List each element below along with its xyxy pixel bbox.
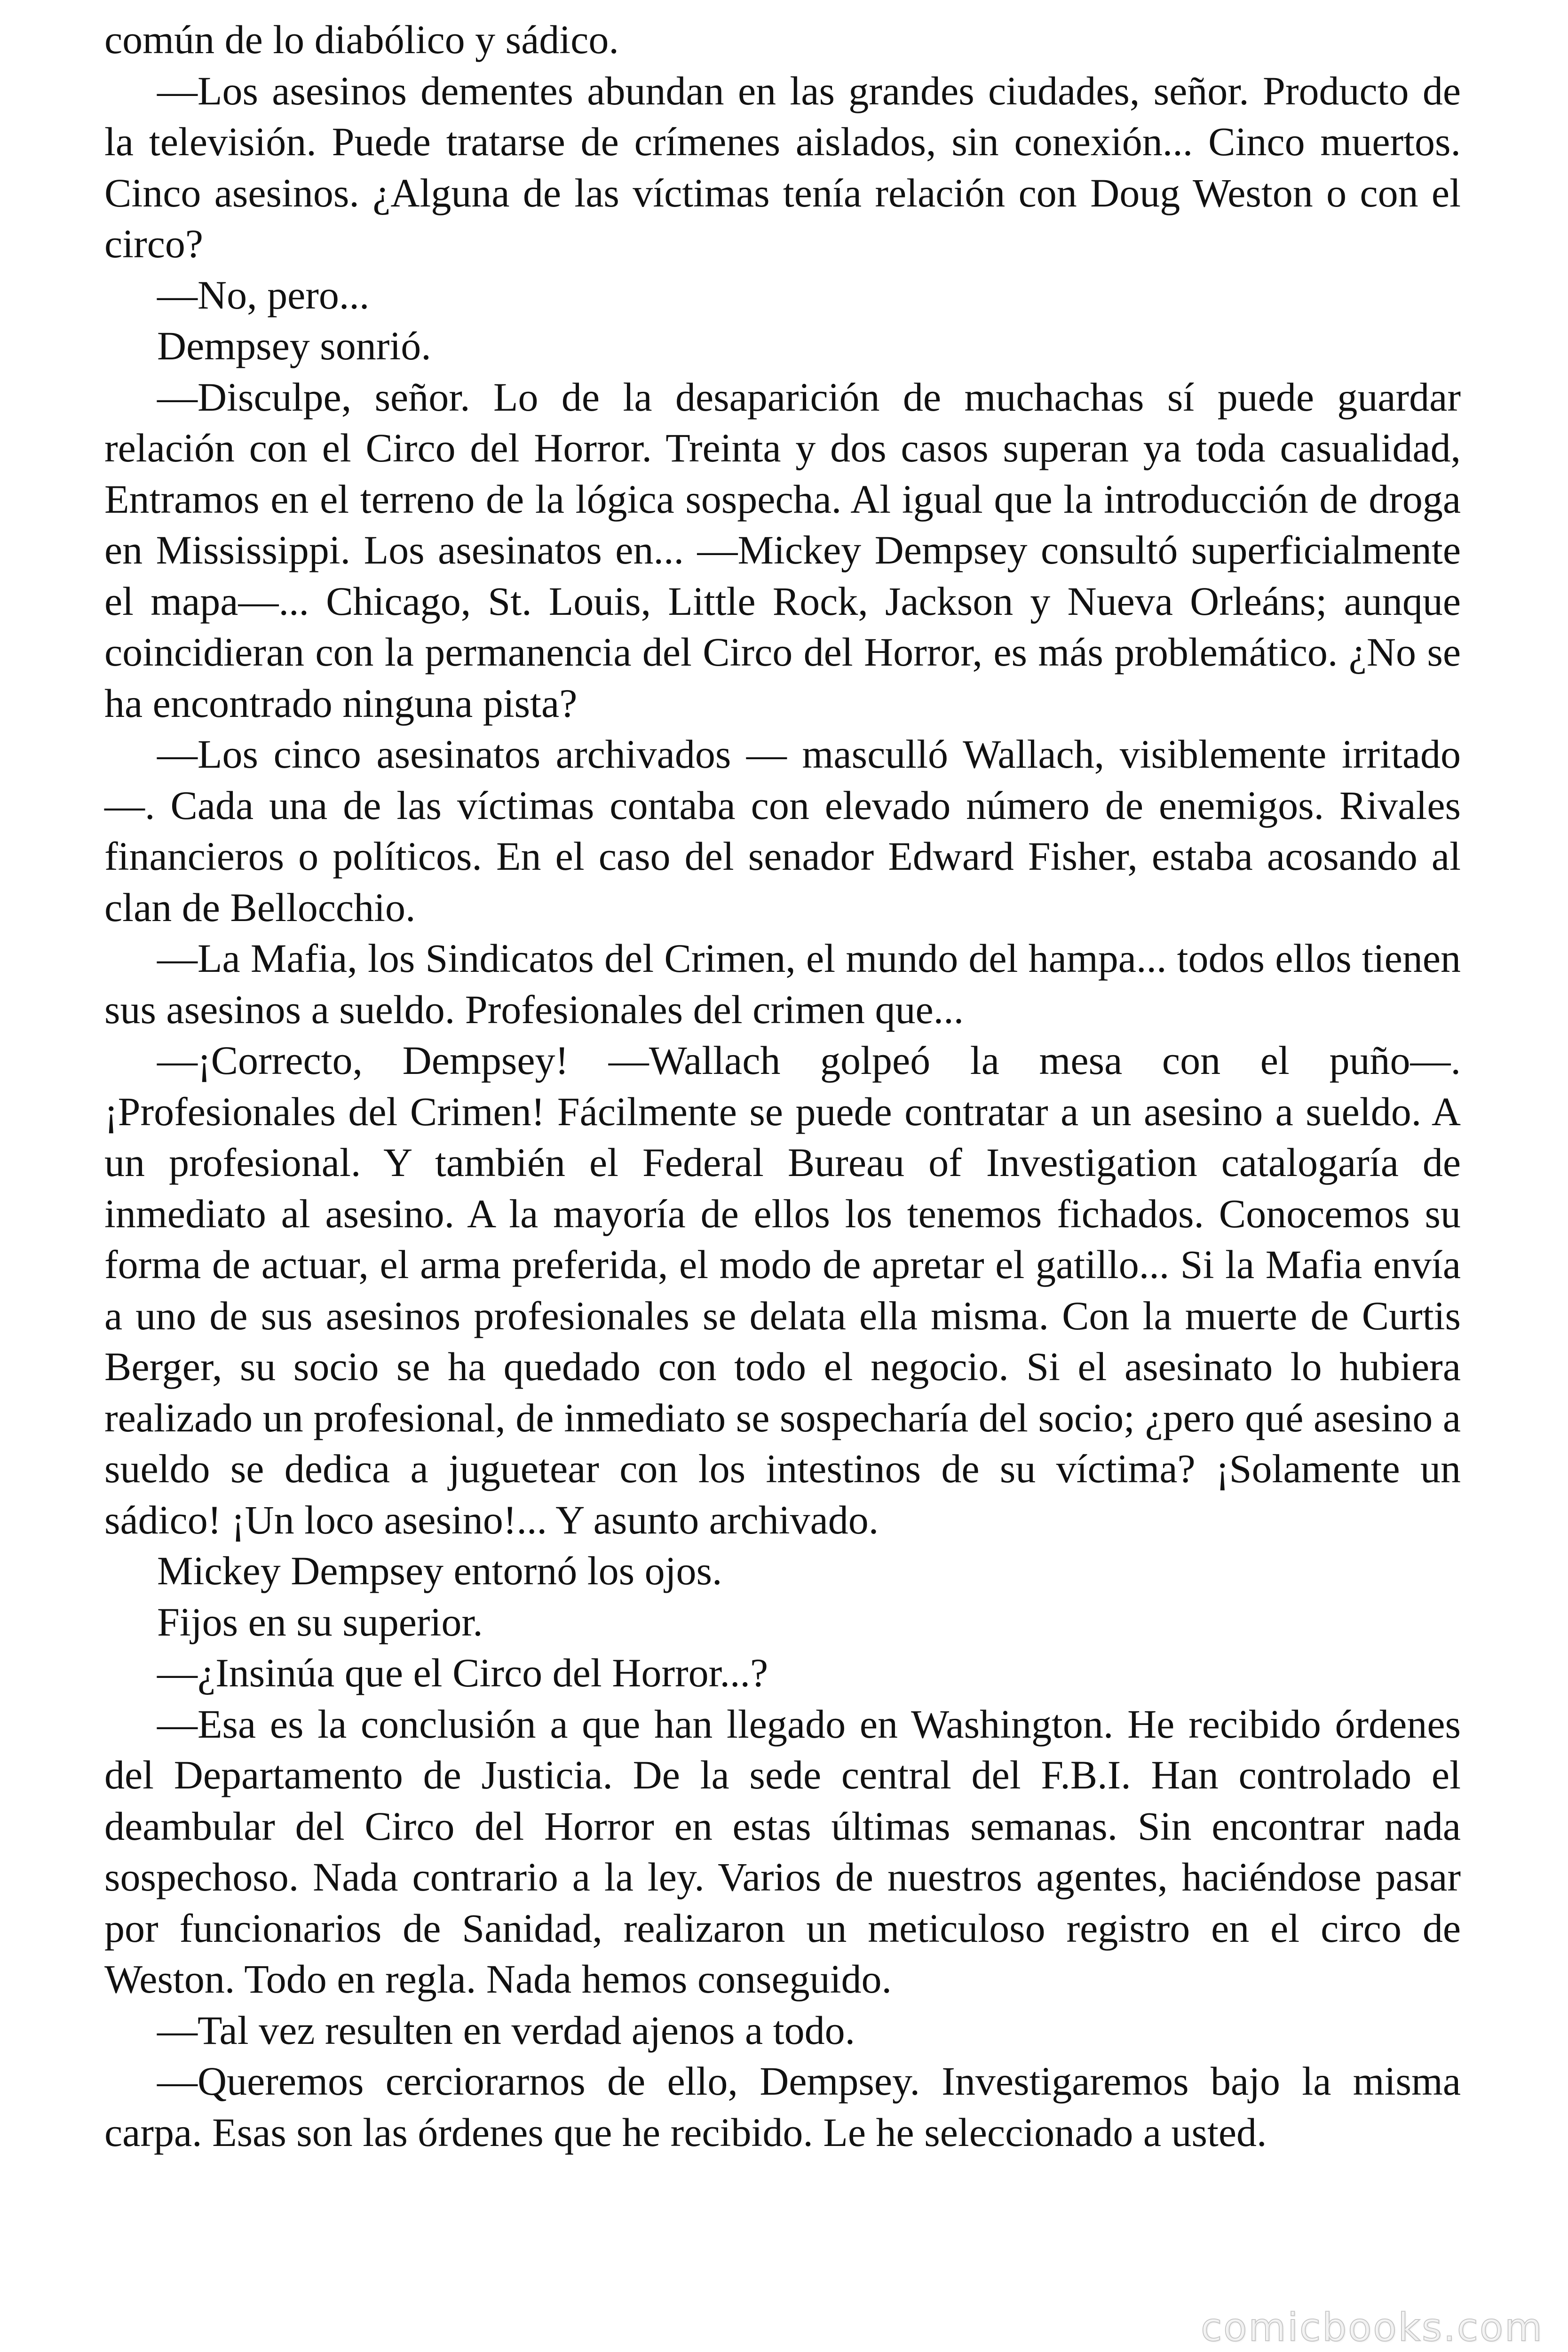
paragraph: Mickey Dempsey entornó los ojos.	[157, 1548, 722, 1593]
book-page-text	[104, 14, 1461, 2158]
paragraph: —Queremos cerciorarnos de ello, Dempsey. Investigaremos bajo la misma carpa. Esas son las órdenes que he recibido. Le he seleccionado a usted.	[104, 2058, 1461, 2155]
paragraph: —Los cinco asesinatos archivados — masculló Wallach, visiblemente irritado—. Cada una de las víctimas contaba con elevado número de enemigos. Rivales financieros o políticos. En el caso del senador Edward Fisher, estaba acosando al clan de Bellocchio.	[104, 731, 1461, 930]
paragraph: —Tal vez resulten en verdad ajenos a todo.	[157, 2007, 855, 2053]
paragraph: —Los asesinos dementes abundan en las grandes ciudades, señor. Producto de la televisión. Puede tratarse de crímenes aislados, sin conexión... Cinco muertos. Cinco asesinos. ¿Alguna de las víctimas tenía relación con Doug Weston o con el circo?	[104, 68, 1461, 266]
paragraph: —¡Correcto, Dempsey! —Wallach golpeó la mesa con el puño—. ¡Profesionales del Crimen! Fácilmente se puede contratar a un asesino a sueldo. A un profesional. Y también el Federal Bureau of Investigation catalogaría de inmediato al asesino. A la mayoría de ellos los tenemos fichados. Conocemos su forma de actuar, el arma preferida, el modo de apretar el gatillo... Si la Mafia envía a uno de sus asesinos profesionales se delata ella misma. Con la muerte de Curtis Berger, su socio se ha quedado con todo el negocio. Si el asesinato lo hubiera realizado un profesional, de inmediato se sospecharía del socio; ¿pero qué asesino a sueldo se dedica a juguetear con los intestinos de su víctima? ¡Solamente un sádico! ¡Un loco asesino!... Y asunto archivado.	[104, 1038, 1461, 1542]
paragraph: —Esa es la conclusión a que han llegado en Washington. He recibido órdenes del Departamento de Justicia. De la sede central del F.B.I. Han controlado el deambular del Circo del Horror en estas últimas semanas. Sin encontrar nada sospechoso. Nada contrario a la ley. Varios de nuestros agentes, haciéndose pasar por funcionarios de Sanidad, realizaron un meticuloso registro en el circo de Weston. Todo en regla. Nada hemos conseguido.	[104, 1701, 1461, 2002]
paragraph: —¿Insinúa que el Circo del Horror...?	[157, 1650, 768, 1695]
paragraph: Fijos en su superior.	[157, 1599, 483, 1645]
site-watermark: comicbooks.com	[1201, 2305, 1544, 2350]
paragraph: —Disculpe, señor. Lo de la desaparición de muchachas sí puede guardar relación con el Circo del Horror. Treinta y dos casos superan ya toda casualidad, Entramos en el terreno de la lógica sospecha. Al igual que la introducción de droga en Mississippi. Los asesinatos en... —Mickey Dempsey consultó superficialmente el mapa—... Chicago, St. Louis, Little Rock, Jackson y Nueva Orleáns; aunque coincidieran con la permanencia del Circo del Horror, es más problemático. ¿No se ha encontrado ninguna pista?	[104, 374, 1461, 726]
paragraph: —La Mafia, los Sindicatos del Crimen, el mundo del hampa... todos ellos tienen sus asesinos a sueldo. Profesionales del crimen que...	[104, 936, 1461, 1032]
paragraph: —No, pero...	[157, 272, 370, 318]
paragraph: Dempsey sonrió.	[157, 323, 431, 368]
paragraph: común de lo diabólico y sádico.	[104, 17, 619, 62]
